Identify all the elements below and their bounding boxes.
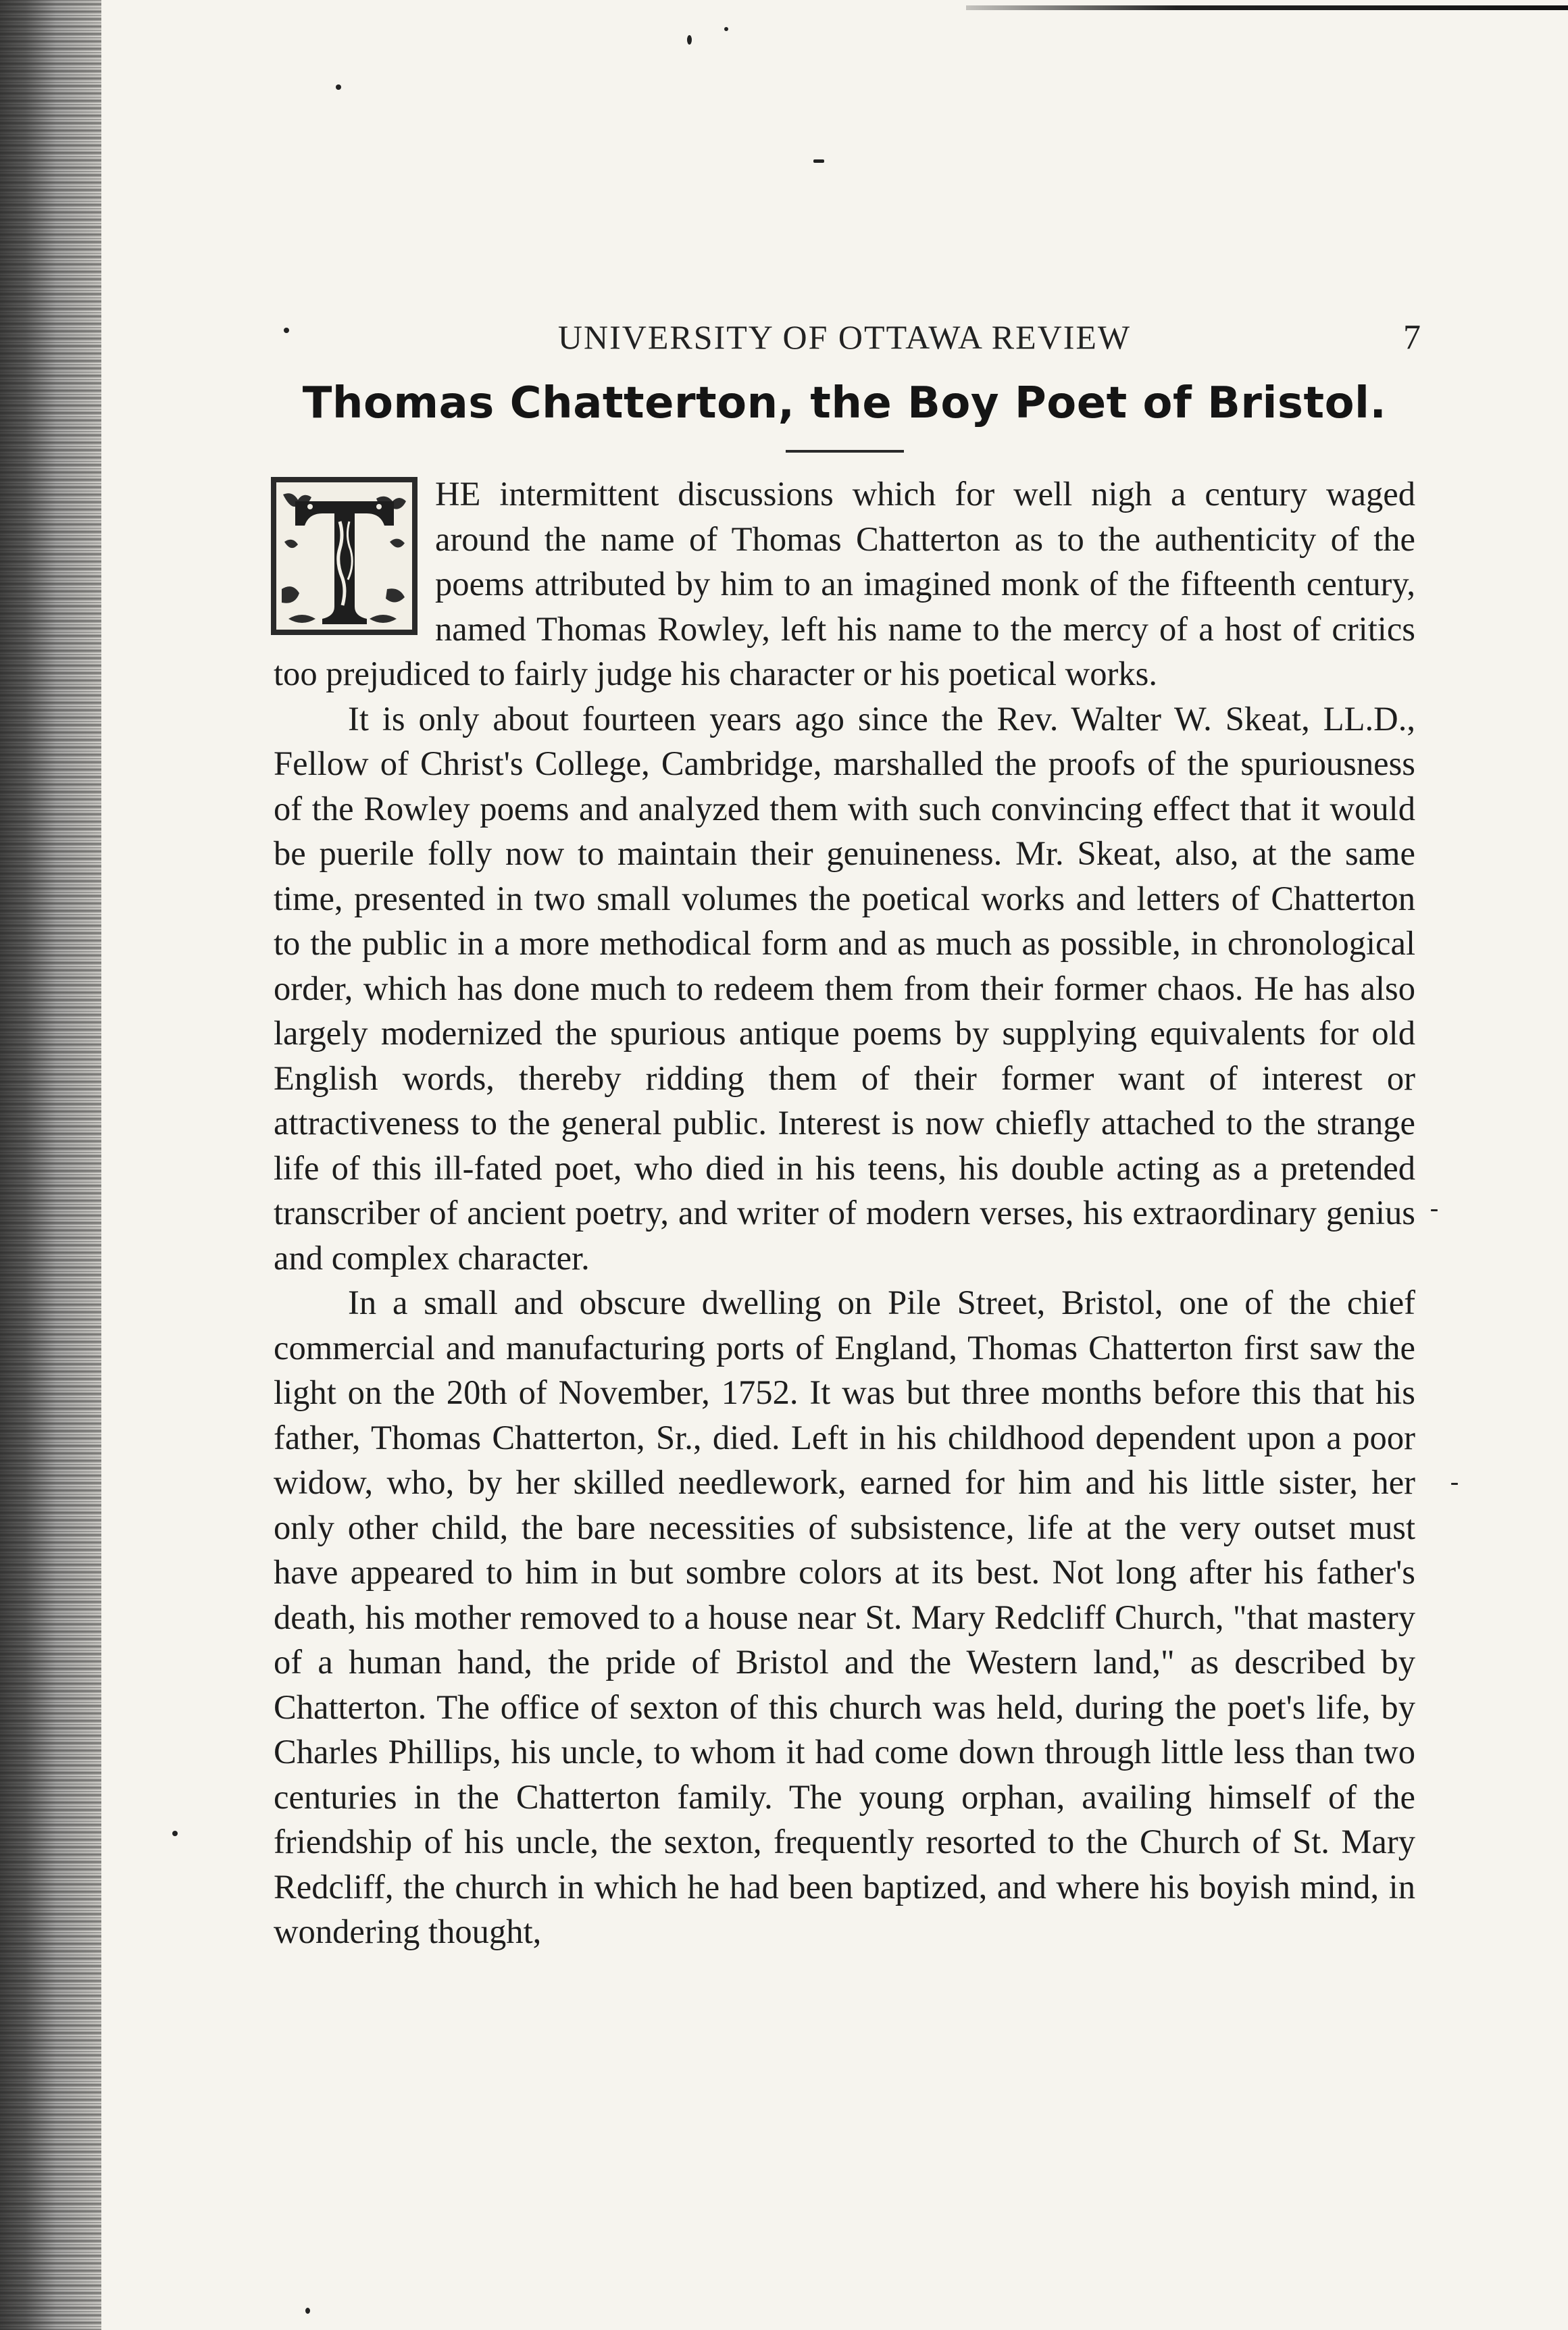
paragraph: It is only about fourteen years ago since the Rev. Walter W. Skeat, LL.D., Fellow of Christ's College, Cambridge, marshalled the proofs of the spuriousness of the Rowley poems and analyzed them with such convincing effect that it would be puerile folly now to maintain their genuineness. Mr. Skeat, also, at the same time, presented in two small volumes the poetical works and letters of Chatterton to the public in a more methodical form and as much as possible, in chronological order, which has done much to redeem them from their former chaos. He has also largely modernized the spurious antique poems by supplying equivalents for old English words, thereby ridding them of their former want of interest or attractiveness to the general public. Interest is now chiefly attached to the strange life of this ill-fated poet, who died in his teens, his double acting as a pretended transcriber of ancient poetry, and writer of modern verses, his extraordinary genius and complex character. xyxy=(274,699,1415,1277)
article-body xyxy=(274,472,1415,1954)
page-number: 7 xyxy=(1403,318,1422,357)
article-title: Thomas Chatterton, the Boy Poet of Bristol. xyxy=(302,378,1387,428)
speck xyxy=(336,84,341,90)
speck xyxy=(813,159,824,163)
page-content xyxy=(274,304,1422,1954)
speck xyxy=(172,1831,178,1836)
opening-paragraph xyxy=(274,472,1415,697)
title-divider xyxy=(786,450,904,453)
speck xyxy=(305,2308,310,2314)
speck xyxy=(1431,1209,1438,1211)
speck xyxy=(724,27,728,31)
running-head xyxy=(274,304,1422,358)
speck xyxy=(1451,1483,1458,1485)
paragraph: In a small and obscure dwelling on Pile Street, Bristol, one of the chief commercial and manufacturing ports of England, Thomas Chatterton first saw the light on the 20th of November, 1752. It was but three months before this that his father, Thomas Chatterton, Sr., died. Left in his childhood dependent upon a poor widow, who, by her skilled needlework, earned for him and his little sister, her only other child, the bare necessities of subsistence, life at the very outset must have appeared to him in but sombre colors at its best. Not long after his father's death, his mother removed to a house near St. Mary Redcliff Church, "that mastery of a human hand, the pride of Bristol and the Western land," as described by Chatterton. The office of sexton of this church was held, during the poet's life, by Charles Phillips, his uncle, to whom it had come down through little less than two centuries in the Chatterton family. The young orphan, availing himself of the friendship of his uncle, the sexton, frequently resorted to the Church of St. Mary Redcliff, the church in which he had been baptized, and where his boyish mind, in wondering thought, xyxy=(274,1284,1415,1950)
drop-cap-ornament xyxy=(268,474,420,638)
journal-title: UNIVERSITY OF OTTAWA REVIEW xyxy=(557,318,1132,356)
top-edge-rule xyxy=(966,5,1568,10)
binding-edge-shadow xyxy=(0,0,101,2330)
opening-paragraph-text: HE intermittent discussions which for well nigh a century waged around the name of Thomas Chatterton as to the authenticity of the poems attributed by him to an imagined monk of the fifteenth century, named Thomas Rowley, left his name to the mercy of a host of critics too prejudiced to fairly judge his character or his poetical works. xyxy=(274,475,1415,692)
speck xyxy=(687,35,692,45)
